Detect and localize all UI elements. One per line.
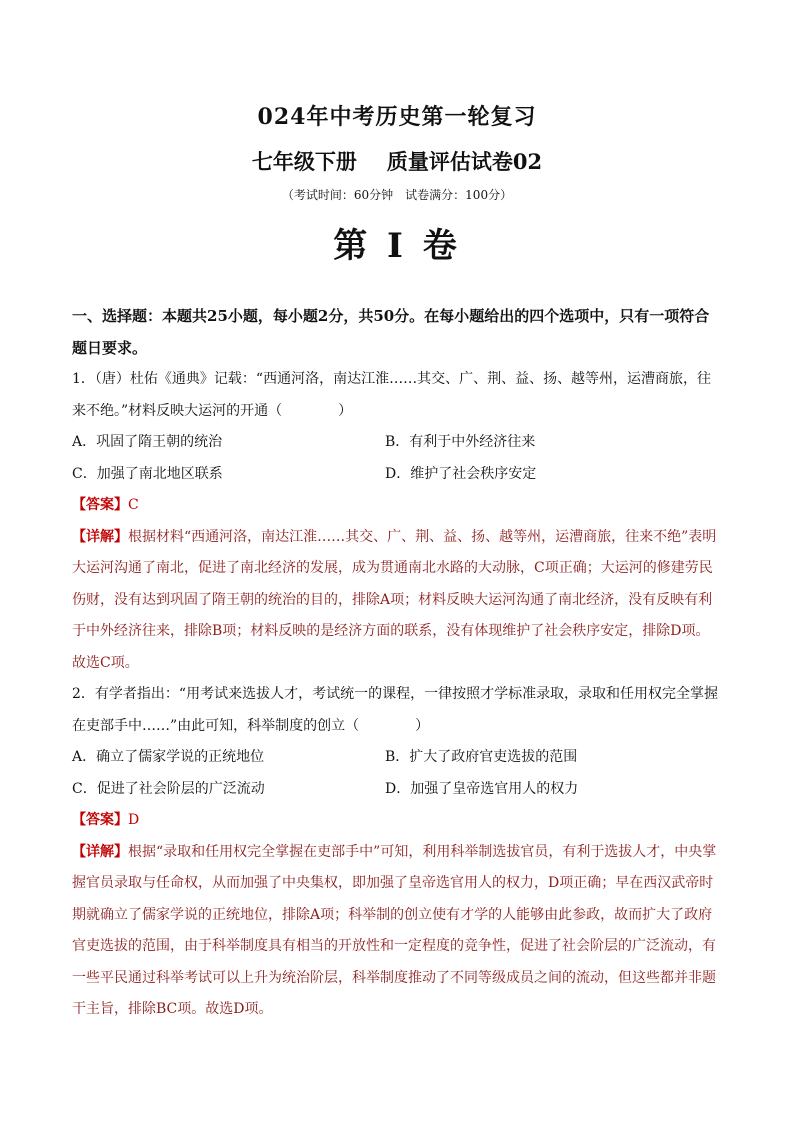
subtitle-exam-name: 质量评估试卷02 — [386, 149, 543, 174]
explanation-label: 【详解】 — [72, 843, 128, 860]
question-2-options-row-1 — [72, 742, 722, 774]
answer-label: 【答案】 — [72, 812, 128, 828]
question-1-options-row-2 — [72, 459, 722, 491]
explanation-label: 【详解】 — [72, 528, 128, 545]
question-2-stem: 2．有学者指出：“用考试来选拔人才，考试统一的课程，一律按照才学标准录取，录取和任用权完全掌握在吏部手中……”由此可知，科举制度的创立（ ） — [72, 686, 719, 734]
question-2-option-a: A．确立了儒家学说的正统地位 — [72, 749, 265, 765]
answer-value: C — [128, 497, 139, 513]
question-1-options-row-1 — [72, 427, 722, 459]
question-2-options-row-2 — [72, 774, 722, 806]
question-2-option-d: D．加强了皇帝选官用人的权力 — [385, 780, 579, 797]
answer-value: D — [128, 812, 140, 828]
exam-info: （考试时间：60分钟 试卷满分：100分） — [281, 188, 513, 202]
explanation-text: 根据“录取和任用权完全掌握在吏部手中”可知，利用科举制选拔官员，有利于选拔人才，中央掌握官员录取与任命权，从而加强了中央集权，即加强了皇帝选官用人的权力，D项正确；早在西汉武帝时期就确立了儒家学说的正统地位，排除A项；科举制的创立使有才学的人能够由此参政，故而扩大了政府官吏选拔的范围，由于科举制度具有相当的开放性和一定程度的竞争性，促进了社会阶层的广泛流动，有一些平民通过科举考试可以上升为统治阶层，科举制度推动了不同等级成员之间的流动，但这些都并非题干主旨，排除BC项。故选D项。 — [72, 843, 717, 1017]
document-subtitle — [0, 146, 794, 176]
question-1-explanation — [72, 522, 722, 680]
question-2-option-b: B．扩大了政府官吏选拔的范围 — [385, 749, 578, 765]
section-heading: 第 I 卷 — [333, 226, 461, 266]
document-title: 024年中考历史第一轮复习 — [257, 104, 537, 130]
answer-label: 【答案】 — [72, 497, 128, 513]
question-1-stem: 1．（唐）杜佑《通典》记载：“西通河洛，南达江淮……其交、广、荆、益、扬、越等州，运漕商旅，往来不绝。”材料反映大运河的开通（ ） — [72, 371, 712, 419]
question-1-option-b: B．有利于中外经济往来 — [385, 434, 536, 450]
question-2-answer — [72, 805, 722, 837]
question-1-option-c: C．加强了南北地区联系 — [72, 465, 223, 482]
question-2-option-c: C．促进了社会阶层的广泛流动 — [72, 780, 265, 797]
question-1-option-d: D．维护了社会秩序安定 — [385, 465, 537, 482]
subtitle-grade: 七年级下册 — [251, 149, 357, 174]
question-2-explanation — [72, 837, 722, 1026]
exam-content — [72, 301, 722, 1026]
question-1-option-a: A．巩固了隋王朝的统治 — [72, 434, 223, 450]
section-instructions: 一、选择题：本题共25小题，每小题2分，共50分。在每小题给出的四个选项中，只有一项符合题日要求。 — [72, 307, 710, 357]
question-1-answer — [72, 490, 722, 522]
explanation-text: 根据材料“西通河洛，南达江淮……其交、广、荆、益、扬、越等州，运漕商旅，往来不绝”表明大运河沟通了南北，促进了南北经济的发展，成为贯通南北水路的大动脉，C项正确；大运河的修建劳民伤财，没有达到巩固了隋王朝的统治的目的，排除A项；材料反映大运河沟通了南北经济，没有反映有利于中外经济往来，排除B项；材料反映的是经济方面的联系，没有体现维护了社会秩序安定，排除D项。故选C项。 — [72, 528, 717, 671]
